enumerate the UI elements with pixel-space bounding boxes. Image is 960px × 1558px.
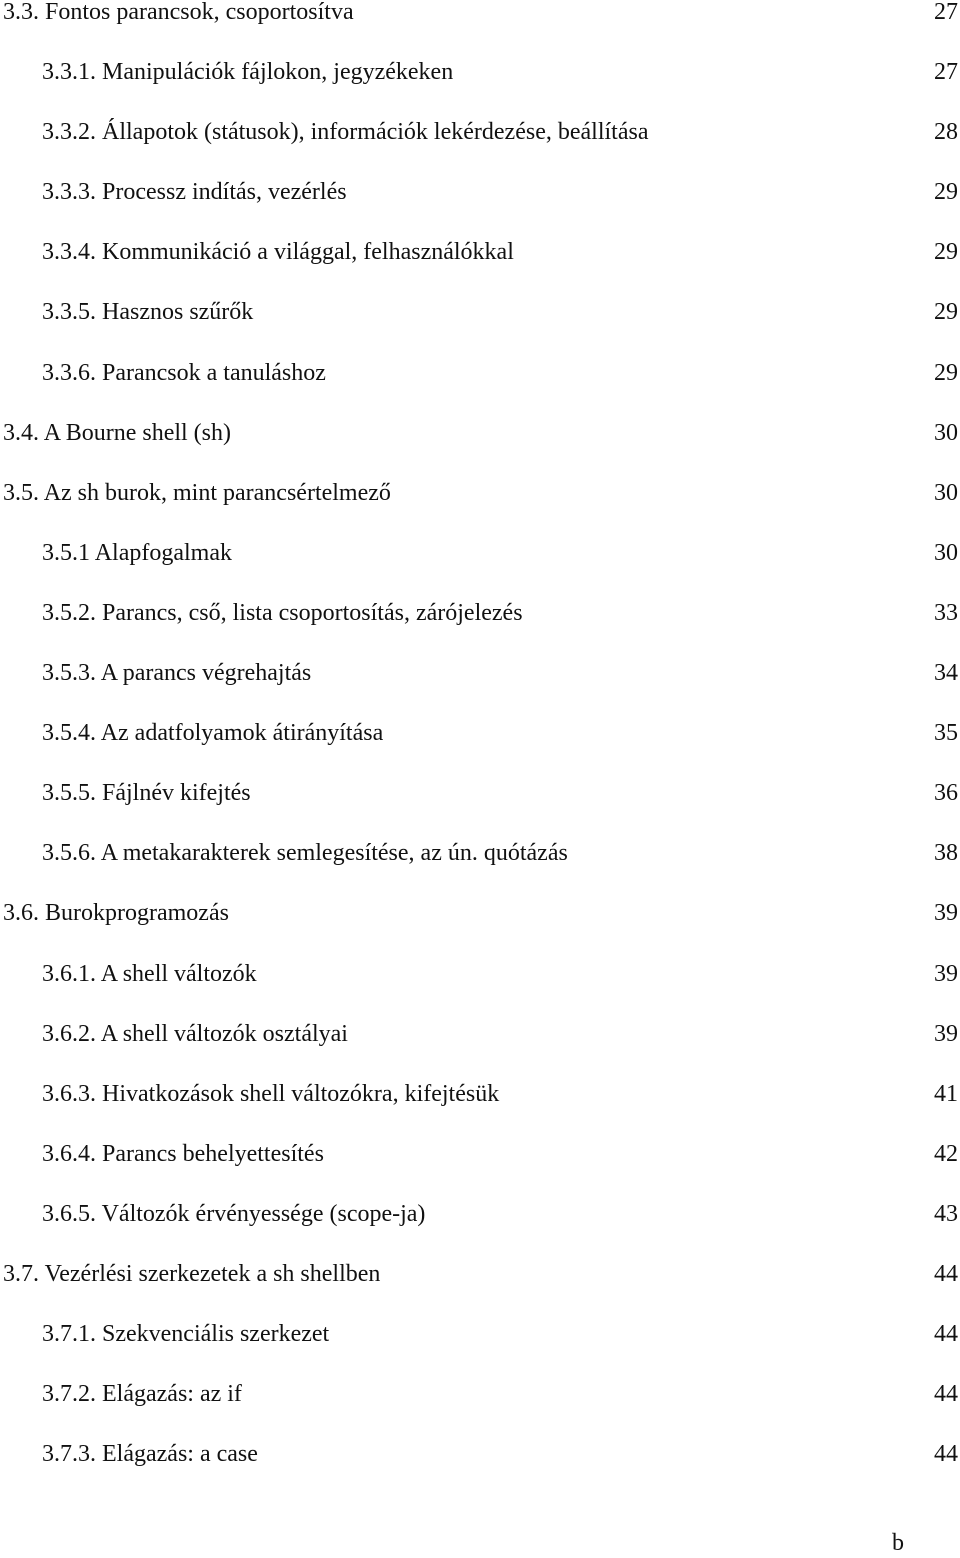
toc-entry-title bbox=[3, 883, 229, 943]
toc-entry bbox=[0, 1184, 960, 1244]
toc-entry-page-number: 42 bbox=[934, 1140, 958, 1167]
toc-entry-title bbox=[42, 222, 514, 282]
toc-entry-page-number: 39 bbox=[934, 960, 958, 987]
toc-entry bbox=[0, 1004, 960, 1064]
toc-entry-text: A shell változók bbox=[100, 960, 257, 987]
toc-entry-page-number: 29 bbox=[934, 299, 958, 326]
toc-entry-text: Vezérlési szerkezetek a sh shellben bbox=[44, 1260, 381, 1287]
toc-entry-text: Parancsok a tanuláshoz bbox=[102, 359, 326, 386]
toc-entry-number: 3.7. bbox=[3, 1260, 39, 1287]
toc-entry-number: 3.6.5. bbox=[42, 1200, 96, 1227]
toc-entry-number: 3.5.3. bbox=[42, 660, 96, 687]
toc-entry-number: 3.4. bbox=[3, 419, 39, 446]
toc-entry-text: Manipulációk fájlokon, jegyzékeken bbox=[102, 59, 454, 86]
toc-entry-page-number: 39 bbox=[934, 900, 958, 927]
toc-entry-page-number: 29 bbox=[934, 239, 958, 266]
toc-entry-page-number: 43 bbox=[934, 1200, 958, 1227]
toc-entry-text: Szekvenciális szerkezet bbox=[102, 1321, 330, 1348]
toc-entry-title bbox=[42, 102, 648, 162]
toc-entry-number: 3.6. bbox=[3, 900, 39, 927]
toc-entry-number: 3.3.2. bbox=[42, 119, 96, 146]
toc-entry-number: 3.3. bbox=[3, 0, 39, 25]
toc-entry bbox=[0, 1064, 960, 1124]
toc-entry bbox=[0, 0, 960, 42]
toc-entry-page-number: 44 bbox=[934, 1441, 958, 1468]
toc-entry bbox=[0, 883, 960, 943]
toc-entry-number: 3.6.2. bbox=[42, 1020, 96, 1047]
toc-entry-number: 3.5.2. bbox=[42, 599, 96, 626]
toc-entry-number: 3.5.1 bbox=[42, 539, 90, 566]
toc-entry-page-number: 27 bbox=[934, 0, 958, 25]
toc-entry-title bbox=[42, 703, 383, 763]
toc-entry-text: Hivatkozások shell változókra, kifejtésük bbox=[102, 1080, 500, 1107]
toc-entry-title bbox=[42, 343, 326, 403]
page-footer-mark: b bbox=[892, 1530, 904, 1556]
toc-entry bbox=[0, 523, 960, 583]
toc-entry-number: 3.5.4. bbox=[42, 720, 96, 747]
toc-entry-text: Változók érvényessége (scope-ja) bbox=[101, 1200, 426, 1227]
toc-entry-title bbox=[42, 823, 568, 883]
toc-entry-text: Fontos parancsok, csoportosítva bbox=[45, 0, 354, 25]
toc-entry bbox=[0, 282, 960, 342]
toc-entry-number: 3.3.6. bbox=[42, 359, 96, 386]
toc-entry bbox=[0, 403, 960, 463]
toc-entry-text: Parancs, cső, lista csoportosítás, zárójelezés bbox=[102, 599, 523, 626]
toc-entry-page-number: 36 bbox=[934, 780, 958, 807]
toc-entry-page-number: 29 bbox=[934, 359, 958, 386]
toc-entry bbox=[0, 1244, 960, 1304]
toc-entry-title bbox=[3, 1244, 380, 1304]
toc-entry-title bbox=[3, 403, 231, 463]
toc-entry-title bbox=[42, 1184, 425, 1244]
toc-entry-title bbox=[42, 1004, 348, 1064]
toc-entry-number: 3.6.3. bbox=[42, 1080, 96, 1107]
toc-entry-title bbox=[42, 1124, 324, 1184]
toc-entry-number: 3.3.5. bbox=[42, 299, 96, 326]
toc-entry-title bbox=[42, 282, 253, 342]
toc-entry-page-number: 30 bbox=[934, 419, 958, 446]
toc-entry-page-number: 27 bbox=[934, 59, 958, 86]
toc-entry-page-number: 38 bbox=[934, 840, 958, 867]
toc-entry-page-number: 30 bbox=[934, 479, 958, 506]
toc-entry bbox=[0, 222, 960, 282]
toc-entry-number: 3.5.5. bbox=[42, 780, 96, 807]
toc-entry-number: 3.5.6. bbox=[42, 840, 96, 867]
toc-entry bbox=[0, 703, 960, 763]
toc-entry-page-number: 35 bbox=[934, 720, 958, 747]
toc-entry bbox=[0, 42, 960, 102]
toc-entry-number: 3.6.1. bbox=[42, 960, 96, 987]
toc-entry-title bbox=[42, 1424, 258, 1484]
toc-entry-number: 3.3.1. bbox=[42, 59, 96, 86]
toc-entry bbox=[0, 763, 960, 823]
toc-entry-text: A metakarakterek semlegesítése, az ún. quótázás bbox=[100, 840, 568, 867]
toc-entry-page-number: 41 bbox=[934, 1080, 958, 1107]
toc-entry-page-number: 44 bbox=[934, 1260, 958, 1287]
toc-entry-text: Alapfogalmak bbox=[94, 539, 232, 566]
toc-entry bbox=[0, 944, 960, 1004]
toc-entry bbox=[0, 1304, 960, 1364]
toc-entry-text: A shell változók osztályai bbox=[100, 1020, 348, 1047]
toc-entry-title bbox=[42, 523, 232, 583]
toc-entry-title bbox=[42, 42, 453, 102]
toc-entry-title bbox=[42, 944, 257, 1004]
toc-entry-title bbox=[42, 1064, 499, 1124]
toc-entry bbox=[0, 162, 960, 222]
toc-entry-number: 3.5. bbox=[3, 479, 39, 506]
toc-entry-number: 3.7.1. bbox=[42, 1321, 96, 1348]
toc-entry-page-number: 34 bbox=[934, 660, 958, 687]
toc-entry bbox=[0, 1124, 960, 1184]
toc-entry bbox=[0, 463, 960, 523]
toc-entry-page-number: 44 bbox=[934, 1381, 958, 1408]
toc-entry bbox=[0, 1424, 960, 1484]
toc-entry-text: Az adatfolyamok átirányítása bbox=[100, 720, 384, 747]
toc-entry-text: Állapotok (státusok), információk lekérdezése, beállítása bbox=[102, 119, 649, 146]
toc-entry-number: 3.6.4. bbox=[42, 1140, 96, 1167]
toc-entry-title bbox=[42, 1364, 242, 1424]
toc-entry-number: 3.3.3. bbox=[42, 179, 96, 206]
toc-entry-text: Fájlnév kifejtés bbox=[102, 780, 251, 807]
toc-entry-page-number: 44 bbox=[934, 1321, 958, 1348]
toc-entry-text: Burokprogramozás bbox=[45, 900, 229, 927]
toc-entry-number: 3.7.2. bbox=[42, 1381, 96, 1408]
toc-entry-number: 3.7.3. bbox=[42, 1441, 96, 1468]
toc-entry-text: A parancs végrehajtás bbox=[100, 660, 312, 687]
toc-entry-title bbox=[42, 643, 311, 703]
toc-entry-page-number: 28 bbox=[934, 119, 958, 146]
toc-entry-title bbox=[3, 0, 354, 42]
toc-entry-page-number: 29 bbox=[934, 179, 958, 206]
toc-entry-page-number: 33 bbox=[934, 599, 958, 626]
toc-entry-text: Az sh burok, mint parancsértelmező bbox=[43, 479, 391, 506]
toc-entry-number: 3.3.4. bbox=[42, 239, 96, 266]
toc-entry-text: Processz indítás, vezérlés bbox=[102, 179, 347, 206]
toc-entry bbox=[0, 343, 960, 403]
toc-entry bbox=[0, 1364, 960, 1424]
toc-entry-text: A Bourne shell (sh) bbox=[43, 419, 231, 446]
toc-entry bbox=[0, 583, 960, 643]
toc-entry bbox=[0, 643, 960, 703]
toc-entry-title bbox=[3, 463, 391, 523]
toc-entry-title bbox=[42, 162, 347, 222]
toc-entry bbox=[0, 102, 960, 162]
toc-entry-title bbox=[42, 1304, 329, 1364]
toc-entry-text: Elágazás: az if bbox=[102, 1381, 242, 1408]
toc-entry-text: Hasznos szűrők bbox=[102, 299, 254, 326]
toc-entry-text: Elágazás: a case bbox=[102, 1441, 258, 1468]
toc-entry-text: Parancs behelyettesítés bbox=[102, 1140, 324, 1167]
toc-entry bbox=[0, 823, 960, 883]
toc-entry-title bbox=[42, 763, 251, 823]
toc-entry-page-number: 39 bbox=[934, 1020, 958, 1047]
toc-entry-page-number: 30 bbox=[934, 539, 958, 566]
toc-entry-text: Kommunikáció a világgal, felhasználókkal bbox=[102, 239, 514, 266]
toc-entry-title bbox=[42, 583, 523, 643]
